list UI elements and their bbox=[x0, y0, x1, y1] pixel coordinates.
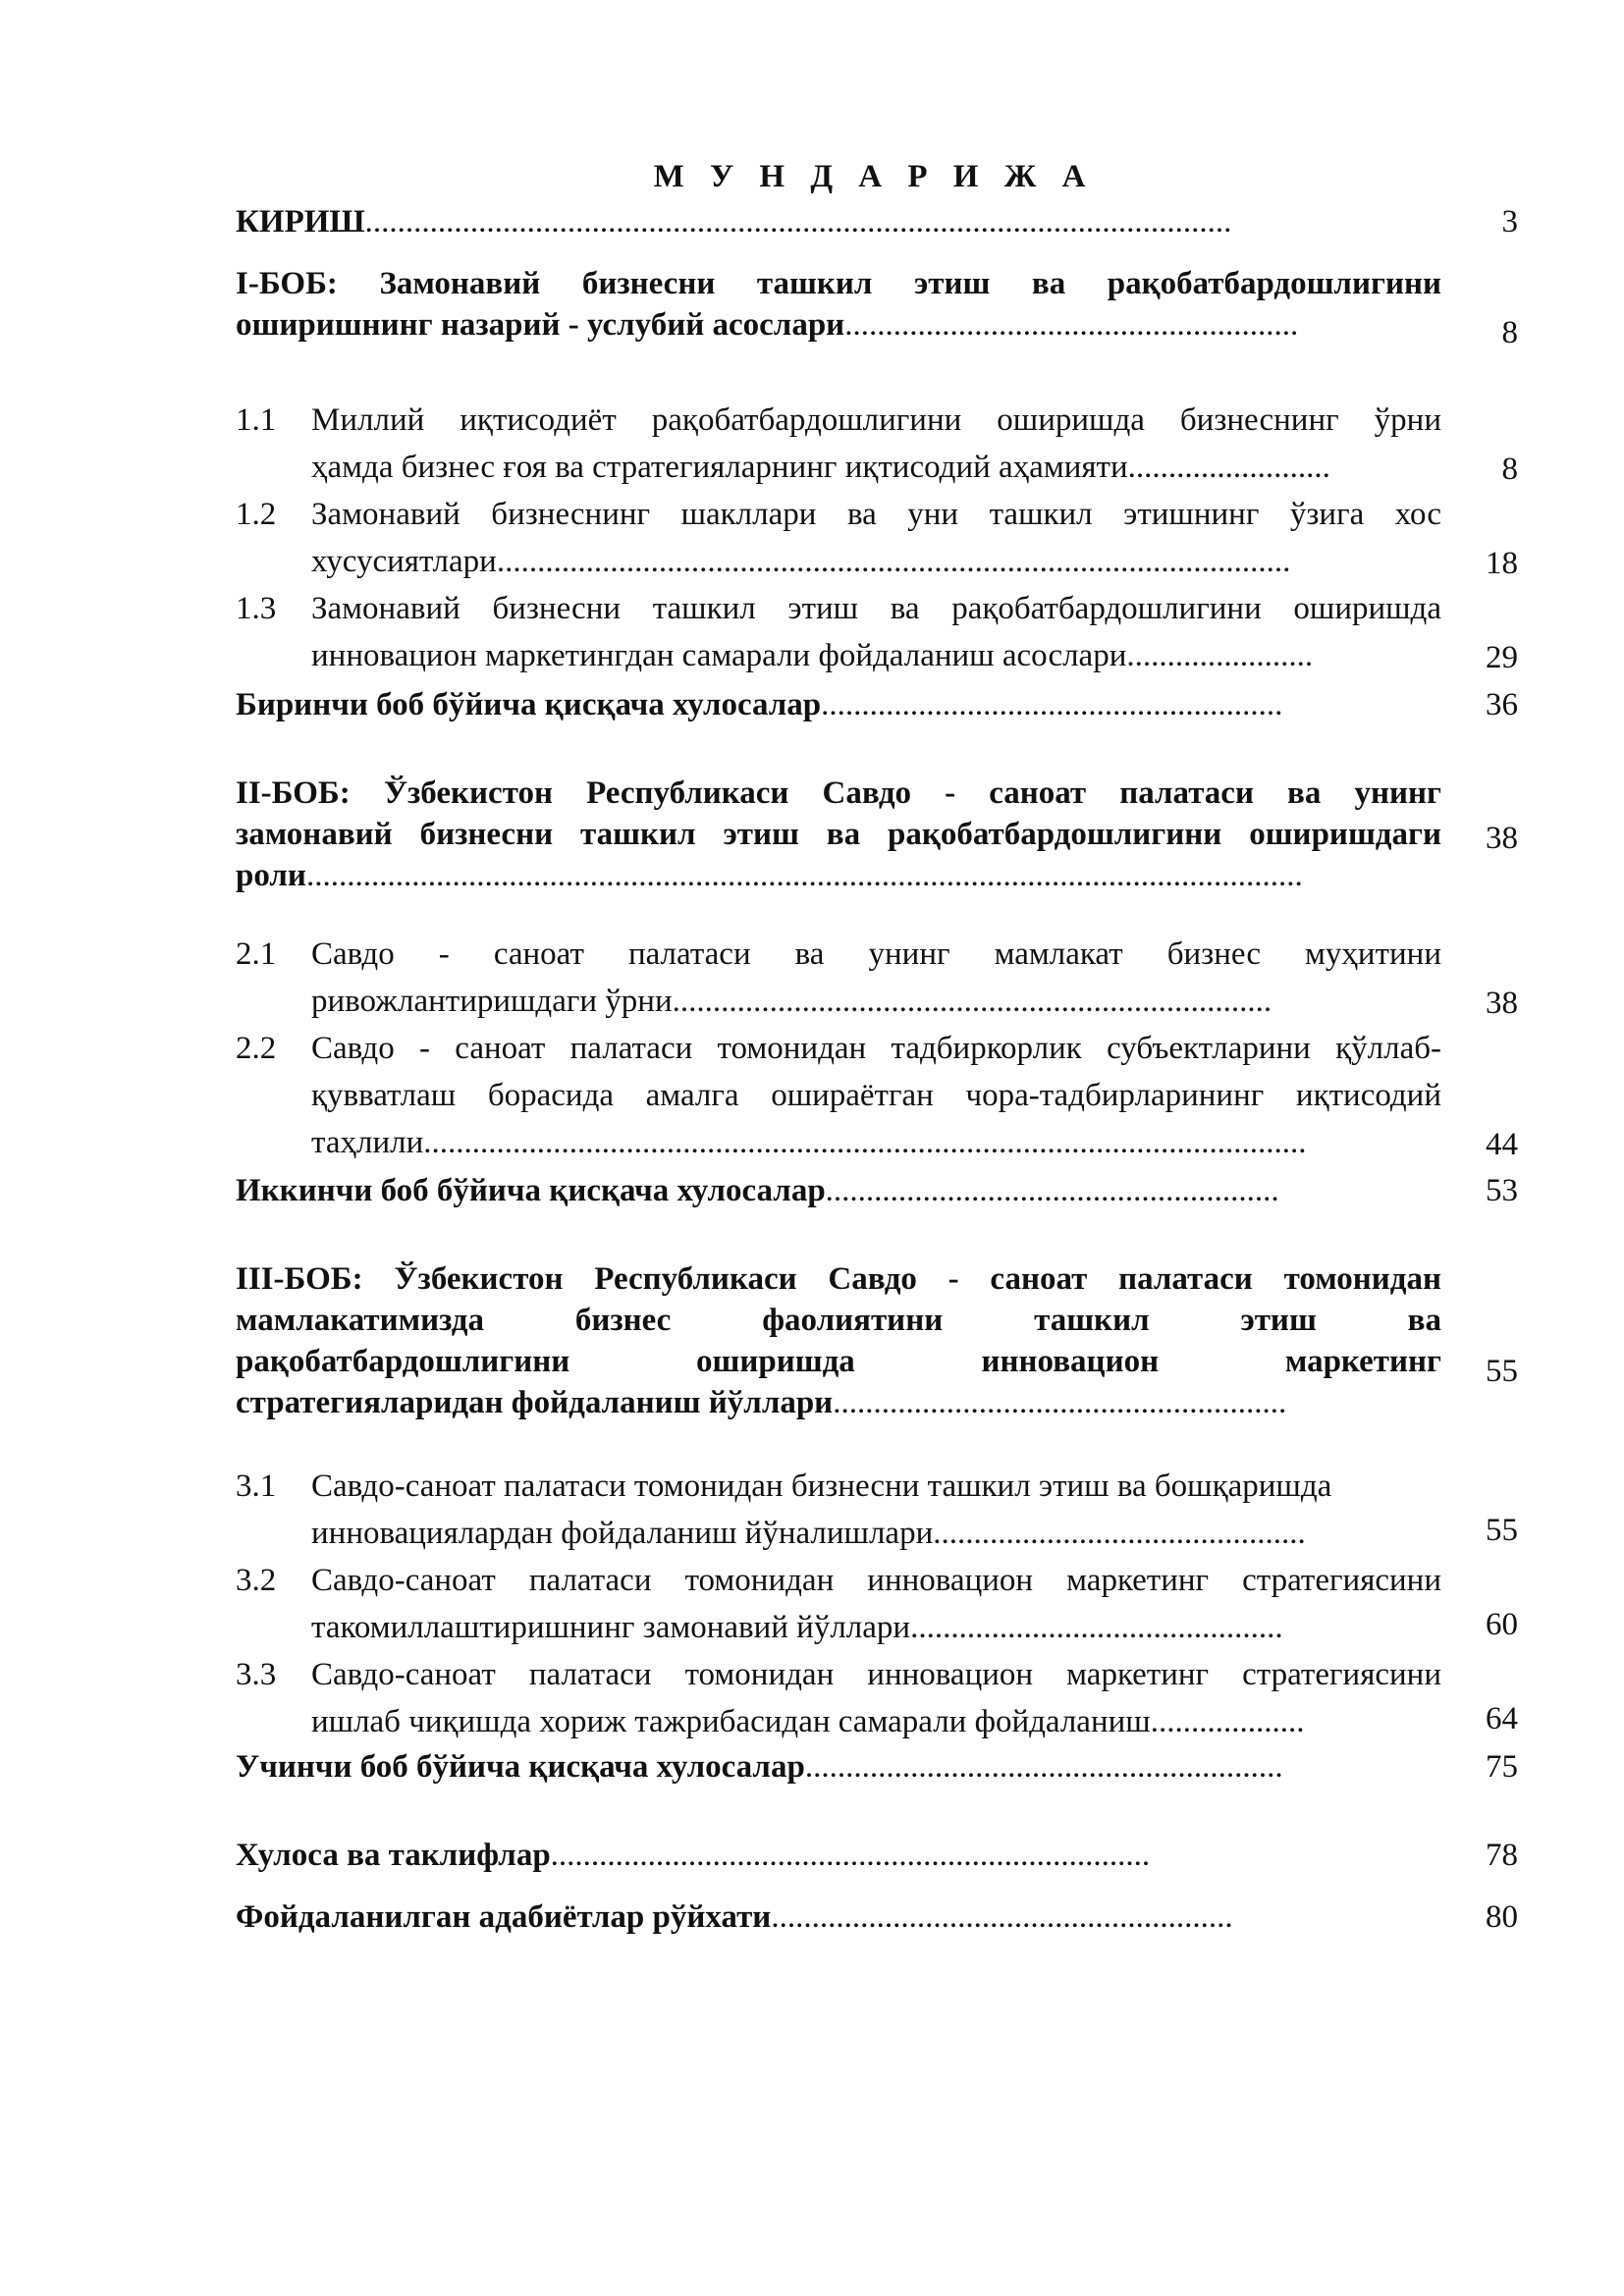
section-title-line-3: таҳлили bbox=[311, 1125, 424, 1160]
dot-leader: ......................................................... bbox=[821, 687, 1283, 722]
chapter-1-title-line-2: оширишнинг назарий - услубий асослари bbox=[236, 307, 845, 343]
toc-entry-section-3-2[interactable] bbox=[236, 1557, 1441, 1651]
dot-leader: ........................................................................................................................... bbox=[305, 858, 1303, 893]
chapter-1-summary-label: Биринчи боб бўйича қисқача хулосалар bbox=[236, 687, 822, 722]
section-title-line-2: такомиллаштиришнинг замонавий йўллари bbox=[311, 1610, 911, 1645]
toc-entry-section-3-1[interactable] bbox=[236, 1463, 1441, 1557]
page-number-section-1-3: 29 bbox=[1486, 640, 1518, 675]
section-number: 2.1 bbox=[236, 936, 277, 972]
section-number: 3.3 bbox=[236, 1657, 277, 1692]
page-number-conclusion: 78 bbox=[1486, 1838, 1518, 1873]
page-number-section-1-1: 8 bbox=[1501, 452, 1518, 487]
page-number-section-1-2: 18 bbox=[1486, 546, 1518, 581]
page-number-chapter-3: 55 bbox=[1486, 1354, 1518, 1389]
toc-entry-section-1-2[interactable] bbox=[236, 491, 1441, 585]
chapter-3-title-line-2: мамлакатимизда бизнес фаолиятини ташкил этиш ва bbox=[236, 1303, 1441, 1338]
page-number-section-2-1: 38 bbox=[1486, 986, 1518, 1021]
dot-leader: ............................................................................................................. bbox=[423, 1125, 1307, 1160]
section-title-line-1: Миллий иқтисодиёт рақобатбардошлигини оширишда бизнеснинг ўрни bbox=[311, 402, 1441, 438]
dot-leader: .................................................................................................. bbox=[496, 544, 1291, 579]
chapter-1-title-line-1: I-БОБ: Замонавий бизнесни ташкил этиш ва рақобатбардошлигини bbox=[236, 266, 1441, 301]
page-number-section-3-3: 64 bbox=[1486, 1701, 1518, 1736]
page-number-references: 80 bbox=[1486, 1899, 1518, 1935]
page-number-section-2-2: 44 bbox=[1486, 1127, 1518, 1162]
dot-leader: .............................................. bbox=[933, 1516, 1306, 1551]
chapter-2-title-line-3: роли bbox=[236, 858, 306, 893]
section-title-line-1: Савдо - саноат палатаси ва унинг мамлакат бизнес муҳитини bbox=[311, 936, 1441, 972]
page-number-intro: 3 bbox=[1501, 204, 1518, 240]
toc-entry-conclusion[interactable] bbox=[236, 1835, 1441, 1876]
dot-leader: ....................... bbox=[1126, 638, 1314, 673]
chapter-3-summary-label: Учинчи боб бўйича қисқача хулосалар bbox=[236, 1749, 805, 1785]
section-title-line-2: инновацион маркетингдан самарали фойдаланиш асослари bbox=[311, 638, 1127, 673]
section-title-line-1: Савдо-саноат палатаси томонидан инновацион маркетинг стратегиясини bbox=[311, 1657, 1441, 1692]
section-title-line-2: ривожлантиришдаги ўрни bbox=[311, 984, 673, 1019]
section-title-line-2: инновациялардан фойдаланиш йўналишлари bbox=[311, 1516, 934, 1551]
toc-entry-chapter-1[interactable] bbox=[236, 263, 1441, 346]
section-title-line-1: Савдо - саноат палатаси томонидан тадбиркорлик субъектларини қўллаб- bbox=[311, 1031, 1441, 1066]
dot-leader: ......................... bbox=[1127, 450, 1330, 485]
dot-leader: ........................................................... bbox=[804, 1749, 1283, 1785]
section-title-line-1: Замонавий бизнеснинг шакллари ва уни ташкил этишнинг ўзига хос bbox=[311, 497, 1441, 532]
dot-leader: .......................................................................... bbox=[550, 1838, 1151, 1873]
section-title-line-1: Савдо-саноат палатаси томонидан инновацион маркетинг стратегиясини bbox=[311, 1563, 1441, 1598]
section-title-line-1: Замонавий бизнесни ташкил этиш ва рақобатбардошлигини оширишда bbox=[311, 591, 1441, 626]
dot-leader: ........................................................................................................... bbox=[364, 204, 1232, 240]
toc-entry-section-1-1[interactable] bbox=[236, 397, 1441, 491]
chapter-2-summary-label: Иккинчи боб бўйича қисқача хулосалар bbox=[236, 1173, 826, 1208]
page-number-chapter-2-summary: 53 bbox=[1486, 1173, 1518, 1208]
toc-entry-chapter-3-summary[interactable] bbox=[236, 1746, 1441, 1788]
dot-leader: ........................................................ bbox=[825, 1173, 1279, 1208]
references-label: Фойдаланилган адабиётлар рўйхати bbox=[236, 1899, 772, 1935]
page-title: М У Н Д А Р И Ж А bbox=[653, 159, 1095, 194]
section-number: 3.2 bbox=[236, 1563, 277, 1598]
toc-entry-section-2-2[interactable] bbox=[236, 1025, 1441, 1166]
chapter-3-title-line-4: стратегияларидан фойдаланиш йўллари bbox=[236, 1385, 834, 1420]
page-number-section-3-2: 60 bbox=[1486, 1607, 1518, 1642]
page-number-section-3-1: 55 bbox=[1486, 1513, 1518, 1548]
page-number-chapter-3-summary: 75 bbox=[1486, 1749, 1518, 1785]
section-title-line-2: ҳамда бизнес ғоя ва стратегияларнинг иқтисодий аҳамияти bbox=[311, 450, 1128, 485]
dot-leader: .......................................................................... bbox=[672, 984, 1272, 1019]
toc-entry-chapter-2[interactable] bbox=[236, 773, 1441, 896]
section-title-line-2: хусусиятлари bbox=[311, 544, 497, 579]
toc-entry-section-3-3[interactable] bbox=[236, 1651, 1441, 1745]
toc-entry-section-1-3[interactable] bbox=[236, 585, 1441, 679]
dot-leader: ........................................................ bbox=[844, 307, 1299, 343]
intro-label: КИРИШ bbox=[236, 204, 365, 240]
section-number: 1.1 bbox=[236, 402, 277, 438]
section-title-line-2: қувватлаш борасида амалга ошираётган чора-тадбирларининг иқтисодий bbox=[311, 1078, 1441, 1113]
section-number: 1.3 bbox=[236, 591, 277, 626]
toc-entry-chapter-2-summary[interactable] bbox=[236, 1170, 1441, 1211]
chapter-2-title-line-2: замонавий бизнесни ташкил этиш ва рақобатбардошлигини оширишдаги bbox=[236, 817, 1441, 852]
conclusion-label: Хулоса ва таклифлар bbox=[236, 1838, 551, 1873]
page-number-chapter-2: 38 bbox=[1486, 821, 1518, 856]
toc-entry-chapter-3[interactable] bbox=[236, 1258, 1441, 1423]
chapter-3-title-line-3: рақобатбардошлигини оширишда инновацион маркетинг bbox=[236, 1344, 1441, 1379]
dot-leader: .............................................. bbox=[910, 1610, 1283, 1645]
toc-entry-section-2-1[interactable] bbox=[236, 931, 1441, 1025]
toc-entry-intro[interactable] bbox=[236, 201, 1441, 242]
toc-entry-references[interactable] bbox=[236, 1896, 1441, 1938]
section-title-line-2: ишлаб чиқишда хориж тажрибасидан самарали фойдаланиш bbox=[311, 1704, 1151, 1739]
dot-leader: ................... bbox=[1150, 1704, 1305, 1739]
chapter-3-title-line-1: III-БОБ: Ўзбекистон Республикаси Савдо - саноат палатаси томонидан bbox=[236, 1261, 1441, 1297]
chapter-2-title-line-1: II-БОБ: Ўзбекистон Республикаси Савдо - саноат палатаси ва унинг bbox=[236, 775, 1441, 811]
section-number: 3.1 bbox=[236, 1468, 277, 1504]
toc-entry-chapter-1-summary[interactable] bbox=[236, 684, 1441, 725]
section-number: 2.2 bbox=[236, 1031, 277, 1066]
section-number: 1.2 bbox=[236, 497, 277, 532]
section-title-line-1: Савдо-саноат палатаси томонидан бизнесни ташкил этиш ва бошқаришда bbox=[311, 1468, 1332, 1504]
dot-leader: ......................................................... bbox=[771, 1899, 1233, 1935]
dot-leader: ........................................................ bbox=[833, 1385, 1287, 1420]
page-number-chapter-1-summary: 36 bbox=[1486, 687, 1518, 722]
page-number-chapter-1: 8 bbox=[1501, 315, 1518, 350]
